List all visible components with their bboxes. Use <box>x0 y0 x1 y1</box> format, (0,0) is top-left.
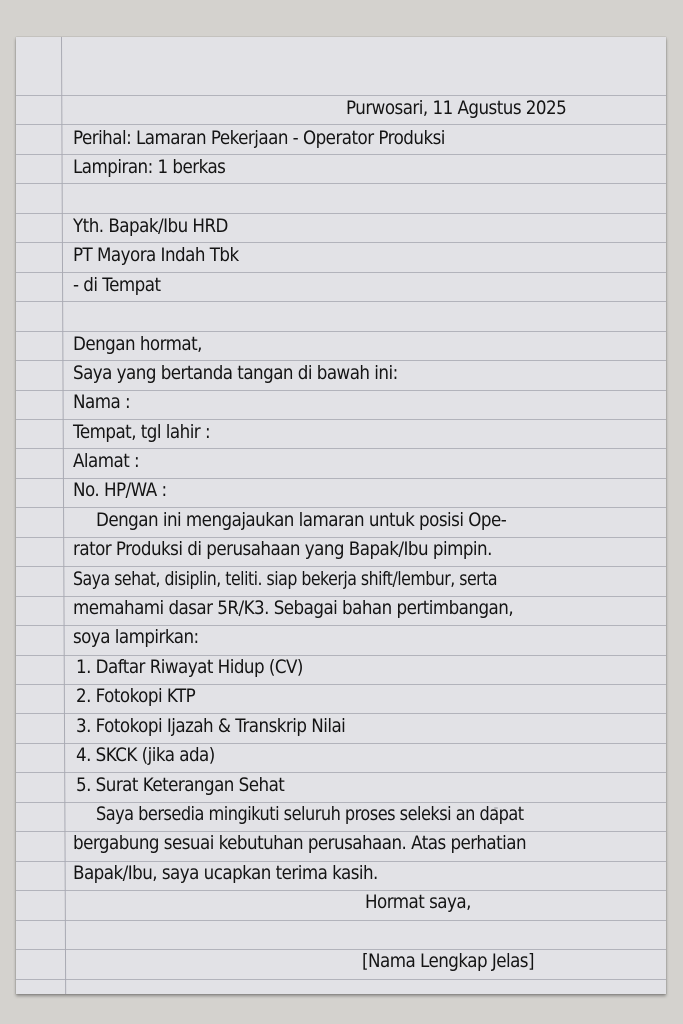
body-paragraph-line: soya lampirkan: <box>73 626 199 648</box>
rule-line <box>16 979 666 980</box>
rule-line <box>16 772 666 773</box>
field-no-hp-wa: No. HP/WA : <box>73 479 167 501</box>
rule-line <box>16 154 666 155</box>
recipient-line-2: PT Mayora Indah Tbk <box>73 244 239 266</box>
rule-line <box>16 566 666 567</box>
field-alamat: Alamat : <box>73 450 140 472</box>
rule-line <box>16 95 666 96</box>
rule-line <box>16 949 666 950</box>
attachment-count-line: Lampiran: 1 berkas <box>73 156 226 178</box>
body-paragraph-line: rator Produksi di perusahaan yang Bapak/Ibu pimpin. <box>73 538 492 560</box>
body-paragraph-line: memahami dasar 5R/K3. Sebagai bahan pertimbangan, <box>73 597 514 619</box>
body-paragraph-line: Saya sehat, disiplin, teliti. siap bekerja shift/lembur, serta <box>73 568 498 590</box>
attachment-list-item: 3. Fotokopi Ijazah & Transkrip Nilai <box>76 715 346 737</box>
subject-line: Perihal: Lamaran Pekerjaan - Operator Produksi <box>73 127 445 149</box>
rule-line <box>16 301 666 302</box>
rule-line <box>16 331 666 332</box>
closing-paragraph-line: Bapak/Ibu, saya ucapkan terima kasih. <box>73 862 378 884</box>
rule-line <box>16 713 666 714</box>
attachment-list-item: 4. SKCK (jika ada) <box>76 744 215 766</box>
signature-placeholder: [Nama Lengkap Jelas] <box>362 950 534 972</box>
field-tempat-tgl-lahir: Tempat, tgl lahir : <box>73 421 211 443</box>
rule-line <box>16 419 666 420</box>
closing-paragraph-line: bergabung sesuai kebutuhan perusahaan. Atas perhatian <box>73 832 527 854</box>
rule-line <box>16 448 666 449</box>
lined-paper-sheet <box>16 37 666 994</box>
rule-line <box>16 920 666 921</box>
margin-line <box>61 37 66 994</box>
intro-line: Saya yang bertanda tangan di bawah ini: <box>73 362 398 384</box>
date-line: Purwosari, 11 Agustus 2025 <box>346 97 567 119</box>
field-nama: Nama : <box>73 391 131 413</box>
recipient-line-1: Yth. Bapak/Ibu HRD <box>73 215 228 237</box>
body-paragraph-line: Dengan ini mengajaukan lamaran untuk posisi Ope- <box>96 509 507 531</box>
rule-line <box>16 360 666 361</box>
rule-line <box>16 213 666 214</box>
rule-line <box>16 272 666 273</box>
sign-off: Hormat saya, <box>365 891 471 913</box>
attachment-list-item: 2. Fotokopi KTP <box>76 685 196 707</box>
recipient-line-3: - di Tempat <box>73 274 161 296</box>
rule-line <box>16 507 666 508</box>
rule-line <box>16 183 666 184</box>
closing-paragraph-line: Saya bersedia mingikuti seluruh proses seleksi an dapat <box>96 803 524 825</box>
rule-line <box>16 242 666 243</box>
greeting: Dengan hormat, <box>73 333 202 355</box>
rule-line <box>16 890 666 891</box>
attachment-list-item: 1. Daftar Riwayat Hidup (CV) <box>76 656 303 678</box>
rule-line <box>16 124 666 125</box>
attachment-list-item: 5. Surat Keterangan Sehat <box>76 774 285 796</box>
